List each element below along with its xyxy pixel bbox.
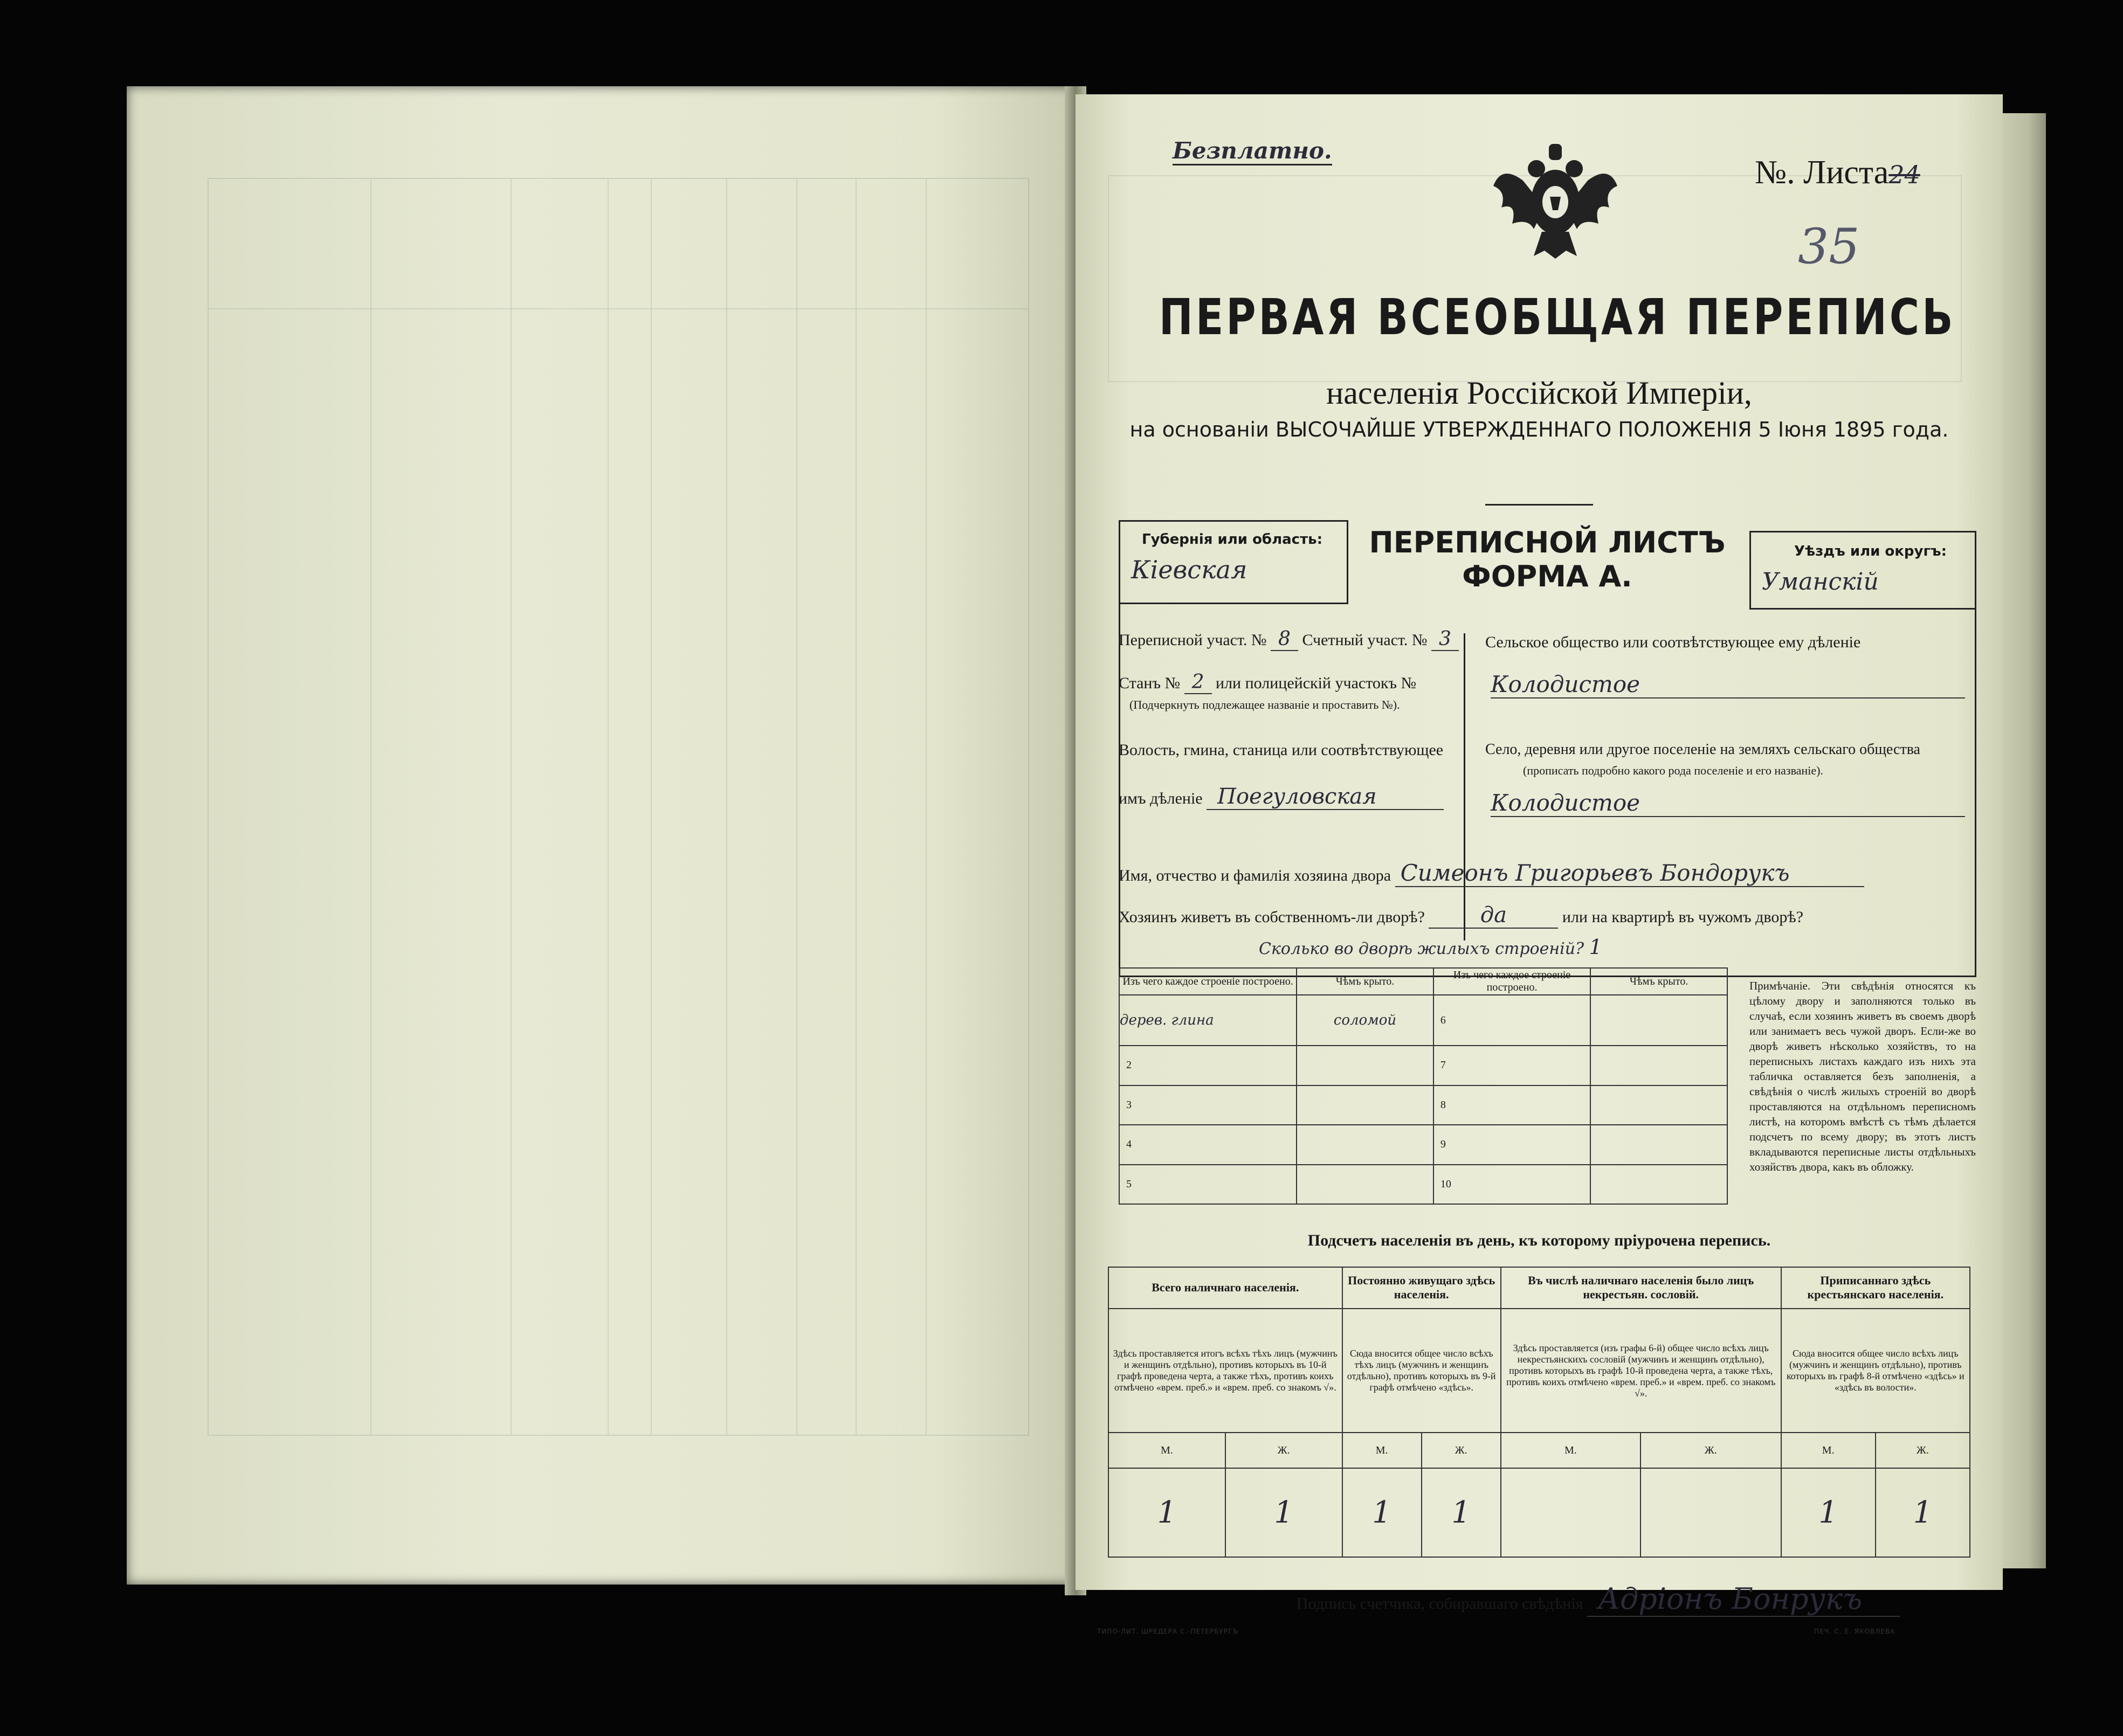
location-divider	[1464, 633, 1465, 940]
right-page	[1076, 94, 2003, 1635]
village-label: Село, деревня или другое поселеніе на земляхъ сельскаго общества	[1485, 741, 1920, 758]
volost-value: Поегуловская	[1207, 784, 1444, 810]
own-yard-value: да	[1429, 903, 1558, 929]
buildings-count-value: 1	[1589, 935, 1602, 959]
col-roof-header: Чѣмъ крыто.	[1297, 968, 1433, 995]
left-page	[127, 86, 1076, 1585]
district-value: Уманскій	[1762, 568, 1879, 596]
population-heading: Подсчетъ населенія въ день, къ которому пріурочена перепись.	[1307, 1232, 1771, 1249]
form-title-line1: ПЕРЕПИСНОЙ ЛИСТЪ	[1369, 525, 1726, 559]
col-material-header: Изъ чего каждое строеніе построено.	[1119, 968, 1297, 995]
own-yard-field: Хозяинъ живетъ въ собственномъ-ли дворѣ? да или на квартирѣ въ чужомъ дворѣ?	[1119, 903, 1803, 928]
form-title	[1350, 525, 1744, 593]
ornament-divider	[1485, 504, 1593, 506]
volost-field: имъ дѣленіе Поегуловская	[1119, 784, 1444, 810]
col-roof-header-2: Чѣмъ крыто.	[1590, 968, 1727, 995]
sheet-number-value: 24	[1888, 160, 1920, 189]
imperial-eagle-icon	[1491, 143, 1620, 261]
col-material-header-2: Изъ чего каждое строеніе построено.	[1433, 968, 1590, 995]
faint-table-grid	[208, 178, 1029, 1436]
count-section-value: 3	[1431, 628, 1459, 651]
district-label: Уѣздъ или округъ:	[1794, 543, 1947, 559]
underline-note: (Подчеркнуть подлежащее названіе и проставить №).	[1129, 698, 1400, 711]
society-value: Колодистое	[1491, 671, 1965, 698]
stan-field: Станъ № 2 или полицейскій участокъ №	[1119, 671, 1417, 693]
printer-imprint-right: ПЕЧ. С. Е. ЯКОВЛЕВА	[1814, 1628, 1895, 1635]
volost-label: Волость, гмина, станица или соотвѣтствующее	[1119, 741, 1444, 759]
census-section-field: Переписной участ. № 8 Счетный участ. № 3	[1119, 628, 1459, 650]
table-row: 5 10	[1119, 1165, 1727, 1205]
census-title-block	[1076, 288, 2003, 346]
province-label: Губернія или область:	[1142, 531, 1322, 548]
owner-name-field: Имя, отчество и фамилія хозяина двора Симеонъ Григорьевъ Бондорукъ	[1119, 860, 1864, 887]
census-title: ПЕРВАЯ ВСЕОБЩАЯ ПЕРЕПИСЬ	[1159, 288, 1956, 346]
village-note: (прописать подробно какого рода поселеніе и его названіе).	[1523, 764, 1823, 777]
population-values-row: 1 1 1 1 1 1	[1108, 1468, 1970, 1557]
page-edges	[2003, 113, 2046, 1568]
census-subtitle: населенія Россійской Имперіи,	[1326, 375, 1752, 411]
census-decree: на основаніи ВЫСОЧАЙШЕ УТВЕРЖДЕННАГО ПОЛОЖЕНІЯ 5 Іюня 1895 года.	[1129, 418, 1949, 441]
pop-col-peasant-title: Приписаннаго здѣсь крестьянскаго населенія.	[1781, 1267, 1970, 1309]
pop-col-resident-title: Постоянно живущаго здѣсь населенія.	[1342, 1267, 1501, 1309]
handwritten-page-number: 35	[1798, 218, 1860, 275]
sheet-number	[1755, 154, 1920, 192]
free-label: Безплатно.	[1173, 137, 1332, 165]
province-box	[1119, 520, 1348, 604]
population-table: Всего наличнаго населенія. Постоянно живущаго здѣсь населенія. Въ числѣ наличнаго населенія было лицъ некрестьян. сословій. Приписаннаго здѣсь крестьянскаго населенія. Здѣсь проставляется итогъ всѣхъ тѣхъ лицъ (мужчинъ и женщинъ отдѣльно), противъ которыхъ въ 10-й графѣ проведена черта, а также тѣхъ, противъ коихъ отмѣчено «врем. преб.» и «врем. преб. со знакомъ √». Сюда вносится общее число всѣхъ тѣхъ лицъ (мужчинъ и женщинъ отдѣльно), противъ которыхъ въ 9-й графѣ отмѣчено «здѣсь». Здѣсь проставляется (изъ графы 6-й) общее число всѣхъ лицъ некрестьянскихъ сословій (мужчинъ и женщинъ отдѣльно), противъ которыхъ въ графѣ 10-й проведена черта, а также тѣхъ, противъ коихъ отмѣчено «врем. преб.» и «врем. преб. со знакомъ √». Сюда вносится общее число всѣхъ лицъ (мужчинъ и женщинъ отдѣльно), противъ которыхъ въ графѣ 8-й отмѣчено «здѣсь» и «здѣсь въ волости». М. Ж. М. Ж. М. Ж. М. Ж. 1 1 1 1 1 1	[1108, 1267, 1970, 1558]
pop-col-total-title: Всего наличнаго населенія.	[1108, 1267, 1342, 1309]
printer-imprint-left: ТИПО-ЛИТ. ШРЕДЕРА С.-ПЕТЕРБУРГЪ	[1097, 1628, 1239, 1635]
table-row: дерев. глина соломой 6	[1119, 995, 1727, 1046]
owner-name-value: Симеонъ Григорьевъ Бондорукъ	[1395, 860, 1864, 887]
pop-col-noncountry-title: Въ числѣ наличнаго населенія было лицъ некрестьян. сословій.	[1501, 1267, 1781, 1309]
form-title-line2: ФОРМА А.	[1462, 559, 1632, 593]
census-section-value: 8	[1271, 628, 1298, 651]
buildings-count-field: Сколько во дворѣ жилыхъ строеній? 1	[1259, 935, 1632, 959]
province-value: Кіевская	[1131, 555, 1247, 584]
table-row: 4 9	[1119, 1125, 1727, 1164]
table-row: 2 7	[1119, 1046, 1727, 1085]
signature-field: Подпись счетчика, собиравшаго свѣдѣнія Адріонъ Бонрукъ	[1297, 1582, 1900, 1617]
signature-value: Адріонъ Бонрукъ	[1587, 1582, 1900, 1617]
buildings-table	[1119, 967, 1728, 1205]
census-decree-wrap	[1076, 418, 2003, 441]
village-value: Колодистое	[1491, 790, 1965, 817]
society-label: Сельское общество или соотвѣтствующее ему дѣленіе	[1485, 633, 1861, 651]
sheet-number-label: №. Листа	[1755, 154, 1889, 191]
footnote: Примѣчаніе. Эти свѣдѣнія относятся къ цѣлому двору и заполняются только въ случаѣ, если хозяинъ живетъ въ своемъ дворѣ или занимаетъ весь чужой дворъ. Если-же во дворѣ живетъ нѣсколько хозяйствъ, то на переписныхъ листахъ каждаго изъ нихъ эта табличка оставляется безъ заполненія, а свѣдѣнія о числѣ жилыхъ строеній во дворѣ проставляются на отдѣльномъ переписномъ листѣ, на которомъ вмѣстѣ съ тѣмъ дѣлается подсчетъ по всему двору; въ этотъ листъ вкладываются переписные листы отдѣльныхъ хозяйствъ двора, какъ въ обложку.	[1749, 979, 1976, 1173]
table-row: 3 8	[1119, 1085, 1727, 1125]
stan-value: 2	[1184, 671, 1212, 694]
